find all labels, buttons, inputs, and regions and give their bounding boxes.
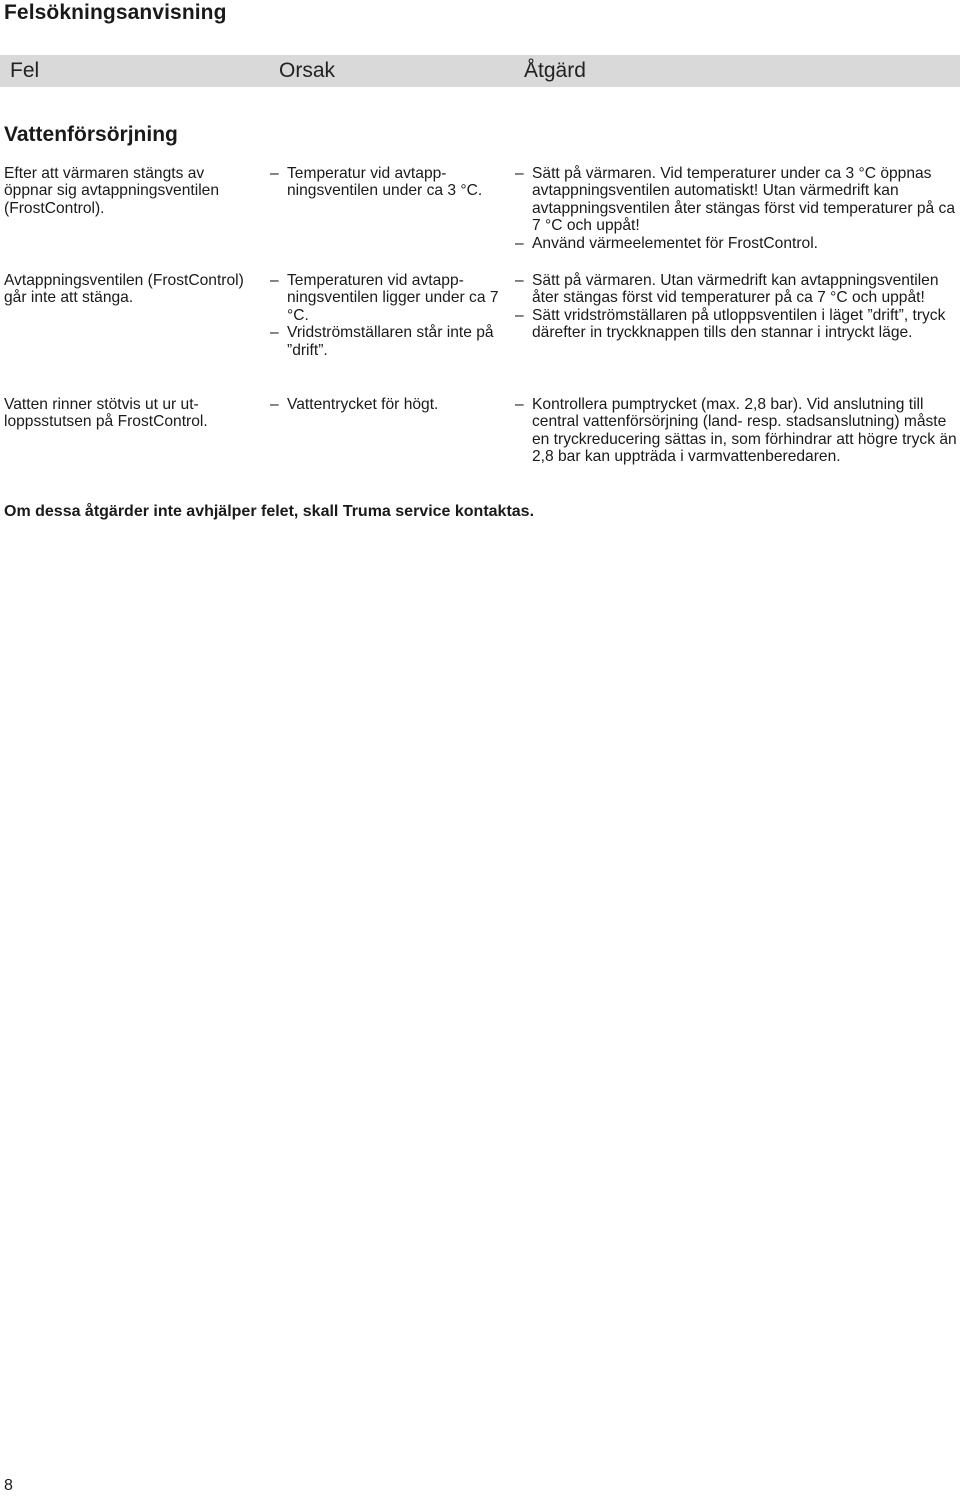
dash-bullet: – <box>515 234 524 252</box>
column-header-fel: Fel <box>10 59 40 82</box>
list-item <box>515 307 960 342</box>
dash-bullet: – <box>270 324 279 342</box>
row-3-orsak <box>270 396 505 413</box>
list-item <box>270 396 505 413</box>
dash-bullet: – <box>515 306 524 324</box>
column-header-orsak: Orsak <box>279 59 336 82</box>
row-3-atgard <box>515 396 960 466</box>
cause-text: Vridströmställaren står inte på ”drift”. <box>287 324 494 359</box>
list-item <box>515 396 960 466</box>
section-title: Vattenförsörjning <box>4 123 178 146</box>
row-1-atgard <box>515 165 960 252</box>
action-text: Sätt på värmaren. Vid temperaturer under ca 3 °C öppnas avtappningsventilen automatiskt! Utan värmedrift kan avtappningsventilen åter stängas först vid temperaturer på ca 7 °C och uppåt! <box>532 165 956 235</box>
row-2-orsak <box>270 272 505 359</box>
dash-bullet: – <box>515 165 524 182</box>
list-item <box>270 324 505 359</box>
page-number: 8 <box>4 1477 13 1494</box>
action-text: Sätt vridströmställaren på utloppsventilen i läget ”drift”, tryck därefter in tryckknappen tills den stannar i intryckt läge. <box>532 306 946 342</box>
action-text: Kontrollera pumptrycket (max. 2,8 bar). Vid anslutning till central vattenförsörjning (land- resp. stadsanslutning) måste en tryckreducering sättas in, som förhindrar att högre tryck än 2,8 bar kan uppträda i varmvattenberedaren. <box>532 396 957 466</box>
dash-bullet: – <box>270 396 279 413</box>
row-1-fel: Efter att värmaren stängts av öppnar sig avtappningsventilen (FrostControl). <box>4 165 220 217</box>
table-header <box>0 55 960 87</box>
row-2-fel: Avtappningsventilen (FrostControl) går inte att stänga. <box>4 272 244 307</box>
dash-bullet: – <box>270 272 279 289</box>
column-header-atgard: Åtgärd <box>524 59 586 82</box>
list-item <box>515 272 960 307</box>
list-item <box>270 272 505 324</box>
cause-text: Vattentrycket för högt. <box>287 396 439 413</box>
row-1-orsak <box>270 165 505 200</box>
list-item <box>515 165 960 235</box>
list-item <box>270 165 505 200</box>
row-2-atgard <box>515 272 960 342</box>
page-title: Felsökningsanvisning <box>4 1 227 24</box>
dash-bullet: – <box>270 165 279 182</box>
action-text: Använd värmeelementet för FrostControl. <box>532 234 819 252</box>
dash-bullet: – <box>515 272 524 289</box>
cause-text: Temperaturen vid avtappningsventilen ligger under ca 7 °C. <box>287 272 499 324</box>
row-3-fel: Vatten rinner stötvis ut ur utloppsstutsen på FrostControl. <box>4 396 208 431</box>
dash-bullet: – <box>515 396 524 413</box>
list-item <box>515 235 960 252</box>
action-text: Sätt på värmaren. Utan värmedrift kan avtappningsventilen åter stängas först vid temperaturer på ca 7 °C och uppåt! <box>532 272 939 307</box>
footer-note: Om dessa åtgärder inte avhjälper felet, skall Truma service kontaktas. <box>4 503 535 520</box>
cause-text: Temperatur vid avtappningsventilen under ca 3 °C. <box>287 165 483 200</box>
